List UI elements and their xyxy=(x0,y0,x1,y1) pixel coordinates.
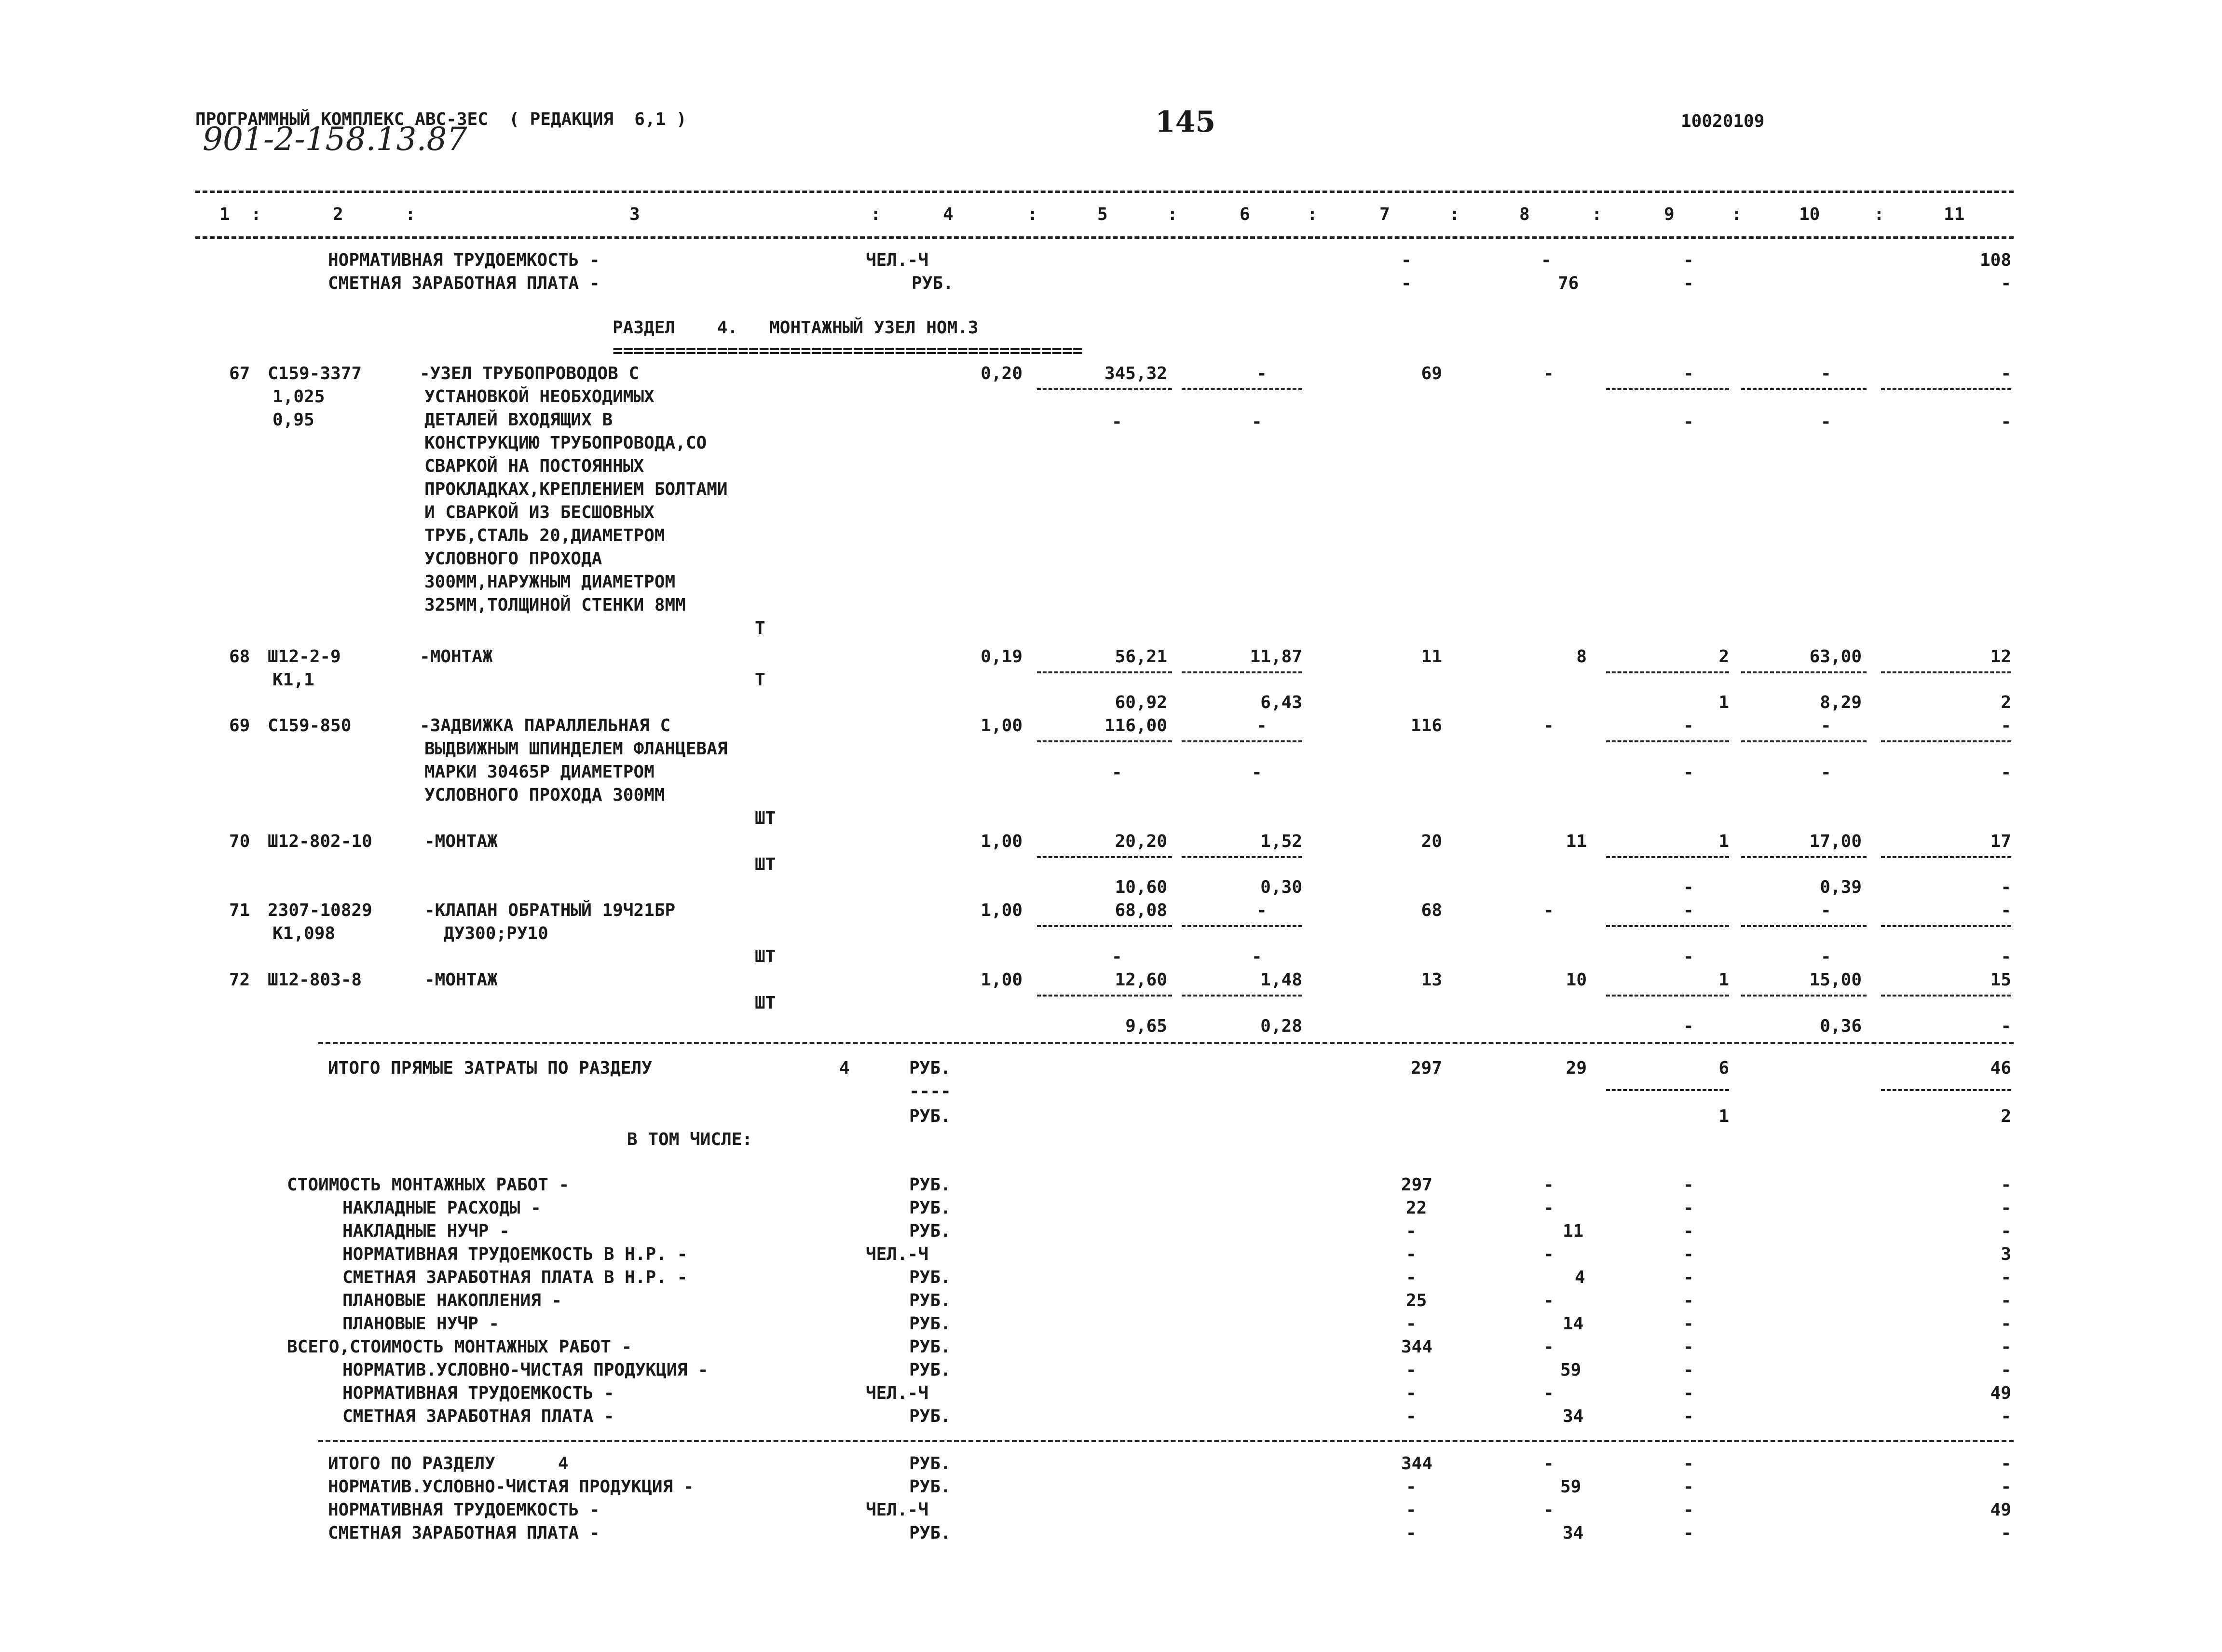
col-header-7: 7 xyxy=(1379,205,1390,224)
col-header-4: 4 xyxy=(943,205,954,224)
col-header-11: 11 xyxy=(1944,205,1965,224)
col-header-9: 9 xyxy=(1664,205,1675,224)
page-number: 145 xyxy=(1155,105,1216,139)
col-header-8: 8 xyxy=(1519,205,1530,224)
program-header: ПРОГРАММНЫЙ КОМПЛЕКС АВС-3ЕС ( РЕДАКЦИЯ 6,1 ) xyxy=(195,109,687,129)
doc-code: 10020109 xyxy=(1681,111,1765,131)
top-rule xyxy=(195,191,2014,193)
header-rule xyxy=(195,236,2014,239)
section-underline: ============================================= xyxy=(613,341,1083,361)
breakdown-end-rule xyxy=(318,1440,2014,1442)
including-label: В ТОМ ЧИСЛЕ: xyxy=(627,1130,753,1149)
col-header-10: 10 xyxy=(1799,205,1820,224)
section-title: РАЗДЕЛ 4. МОНТАЖНЫЙ УЗЕЛ НОМ.3 xyxy=(613,318,979,338)
col-header-6: 6 xyxy=(1240,205,1250,224)
col-header-1: 1 xyxy=(219,205,230,224)
col-header-2: 2 xyxy=(333,205,343,224)
handwritten-doc-number: 901-2-158.13.87 xyxy=(203,121,467,158)
col-header-3: 3 xyxy=(629,205,640,224)
items-end-rule xyxy=(318,1042,2014,1044)
col-header-5: 5 xyxy=(1097,205,1108,224)
